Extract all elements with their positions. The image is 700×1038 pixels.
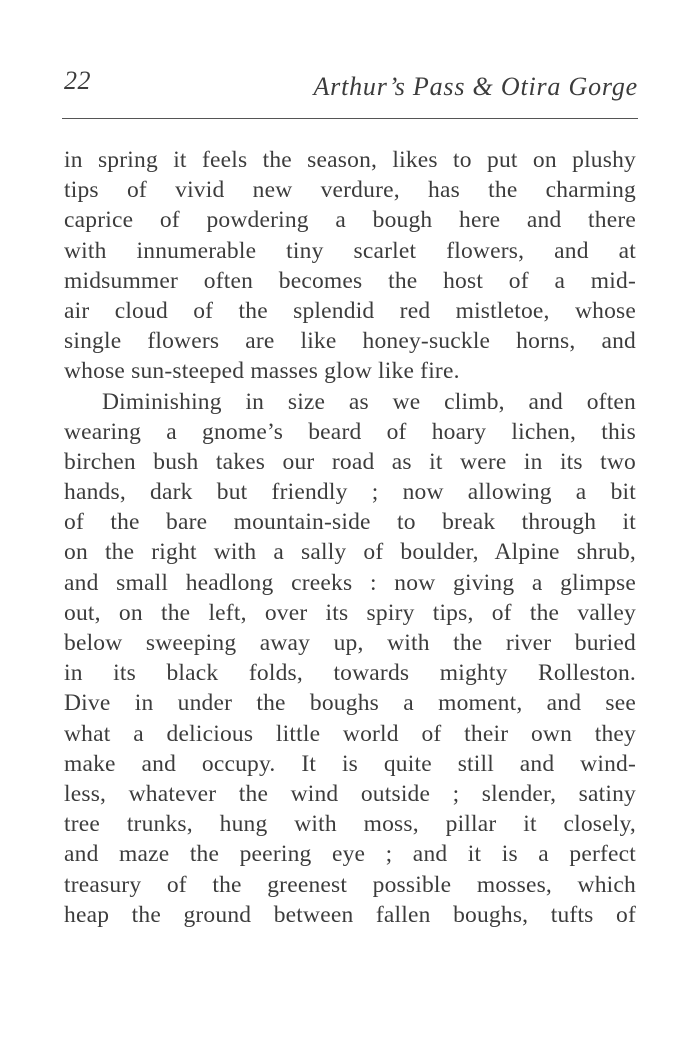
text-line: wearing a gnome’s beard of hoary lichen, this bbox=[64, 418, 636, 445]
text-line: Dive in under the boughs a moment, and see bbox=[64, 690, 636, 717]
text-line: treasury of the greenest possible mosses, which bbox=[64, 871, 636, 898]
text-line: and maze the peering eye ; and it is a perfect bbox=[64, 841, 636, 868]
text-line: single flowers are like honey-suckle horns, and bbox=[64, 328, 636, 355]
text-line: in its black folds, towards mighty Rolleston. bbox=[64, 660, 636, 687]
text-line: and small headlong creeks : now giving a glimpse bbox=[64, 569, 636, 596]
text-line: of the bare mountain-side to break through it bbox=[64, 509, 636, 536]
text-line: hands, dark but friendly ; now allowing a bit bbox=[64, 479, 636, 506]
text-line: what a delicious little world of their own they bbox=[64, 720, 636, 747]
text-line: with innumerable tiny scarlet flowers, and at bbox=[64, 237, 636, 264]
text-line: air cloud of the splendid red mistletoe, whose bbox=[64, 297, 636, 324]
text-line: whose sun-steeped masses glow like fire. bbox=[64, 358, 460, 385]
body-text bbox=[64, 145, 636, 930]
text-line: less, whatever the wind outside ; slender, satiny bbox=[64, 780, 636, 807]
running-title: Arthur’s Pass & Otira Gorge bbox=[313, 72, 638, 101]
text-line: make and occupy. It is quite still and wind- bbox=[64, 750, 636, 777]
paragraph-start-line: Diminishing in size as we climb, and often bbox=[102, 388, 636, 415]
text-line: out, on the left, over its spiry tips, of the valley bbox=[64, 599, 636, 626]
text-line: on the right with a sally of boulder, Alpine shrub, bbox=[64, 539, 636, 566]
text-line: tree trunks, hung with moss, pillar it closely, bbox=[64, 811, 636, 838]
text-line: caprice of powdering a bough here and there bbox=[64, 207, 636, 234]
text-line: birchen bush takes our road as it were in its two bbox=[64, 448, 636, 475]
text-line: below sweeping away up, with the river buried bbox=[64, 630, 636, 656]
header-rule bbox=[62, 118, 638, 119]
text-line: tips of vivid new verdure, has the charming bbox=[64, 177, 636, 204]
text-line: in spring it feels the season, likes to put on plushy bbox=[64, 147, 636, 173]
text-line: midsummer often becomes the host of a mid- bbox=[64, 267, 636, 294]
text-line: heap the ground between fallen boughs, tufts of bbox=[64, 901, 636, 928]
page-number: 22 bbox=[64, 66, 91, 95]
